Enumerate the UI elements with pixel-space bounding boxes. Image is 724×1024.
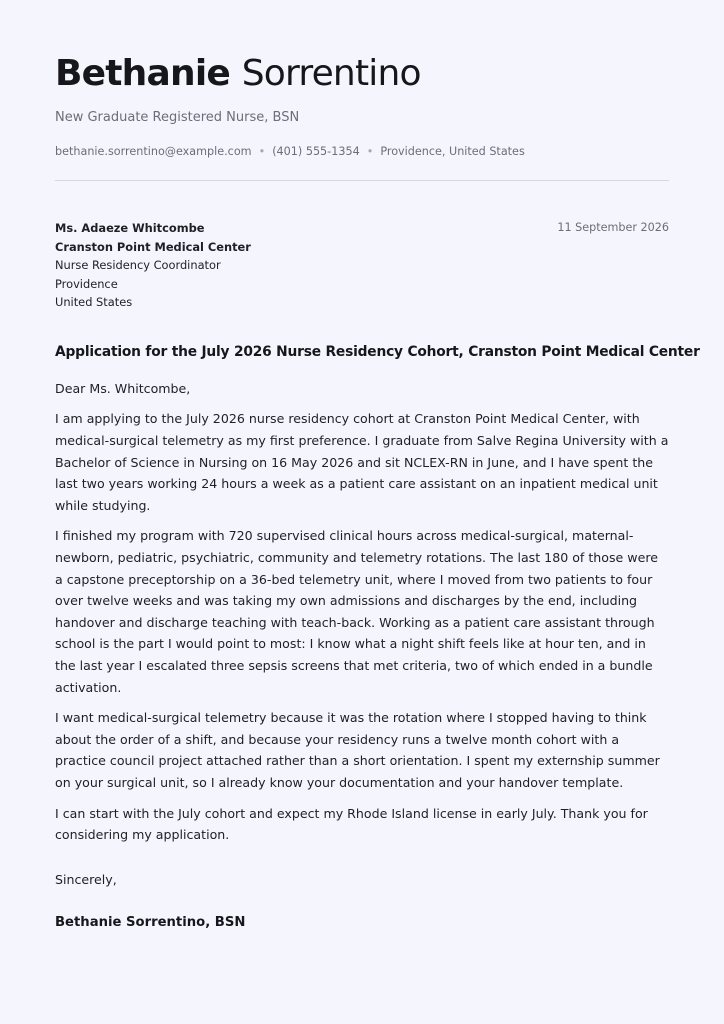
recipient-country: United States: [55, 295, 133, 310]
recipient-city: Providence: [55, 276, 118, 291]
recipient-name: Ms. Adaeze Whitcombe: [55, 221, 205, 235]
recipient-block: [55, 219, 669, 312]
letter-paragraph-4: I can start with the July cohort and expect my Rhode Island license in early July. Thank you for considering my application.: [55, 805, 648, 843]
contact-line: [55, 145, 669, 158]
contact-separator: •: [366, 145, 374, 158]
letter-date: 11 September 2026: [557, 221, 669, 234]
letter-salutation: Dear Ms. Whitcombe,: [55, 380, 191, 396]
recipient-organization: Cranston Point Medical Center: [55, 239, 251, 254]
letter-closing: Sincerely,: [55, 871, 117, 887]
contact-phone[interactable]: (401) 555-1354: [272, 145, 360, 158]
letter-paragraph-2: I finished my program with 720 supervised clinical hours across medical-surgical, maternal-newborn, pediatric, psychiatric, community and telemetry rotations. The last 180 of those were a capstone preceptorship on a 36-bed telemetry unit, where I moved from two patients to four over twelve weeks and was taking my own admissions and discharges by the end, including handover and discharge teaching with teach-back. Working as a patient care assistant through school is the part I would point to most: I know what a night shift feels like at hour ten, and in the last year I escalated three sepsis screens that met criteria, two of which ended in a bundle activation.: [55, 528, 658, 695]
letter-signature: Bethanie Sorrentino, BSN: [55, 914, 246, 930]
recipient-title: Nurse Residency Coordinator: [55, 258, 221, 273]
applicant-headline: New Graduate Registered Nurse, BSN: [55, 110, 300, 125]
letter-paragraph-1: I am applying to the July 2026 nurse residency cohort at Cranston Point Medical Center, with medical-surgical telemetry as my first preference. I graduate from Salve Regina University with a Bachelor of Science in Nursing on 16 May 2026 and sit NCLEX-RN in June, and I have spent the last two years working 24 hours a week as a patient care assistant on an inpatient medical unit while studying.: [55, 411, 669, 513]
applicant-name: [55, 52, 669, 96]
contact-location: Providence, United States: [380, 145, 525, 158]
applicant-last-name: Sorrentino: [241, 53, 421, 94]
letter-paragraph-3: I want medical-surgical telemetry because it was the rotation where I stopped having to think about the order of a shift, and because your residency runs a twelve month cohort with a practice council project attached rather than a short orientation. I spent my externship summer on your surgical unit, so I already know your documentation and your handover template.: [55, 710, 660, 790]
contact-email[interactable]: bethanie.sorrentino@example.com: [55, 145, 252, 158]
applicant-first-name: Bethanie: [55, 53, 230, 94]
header-divider: [55, 180, 669, 181]
contact-separator: •: [258, 145, 266, 158]
letter-subject: Application for the July 2026 Nurse Residency Cohort, Cranston Point Medical Center: [55, 343, 700, 360]
